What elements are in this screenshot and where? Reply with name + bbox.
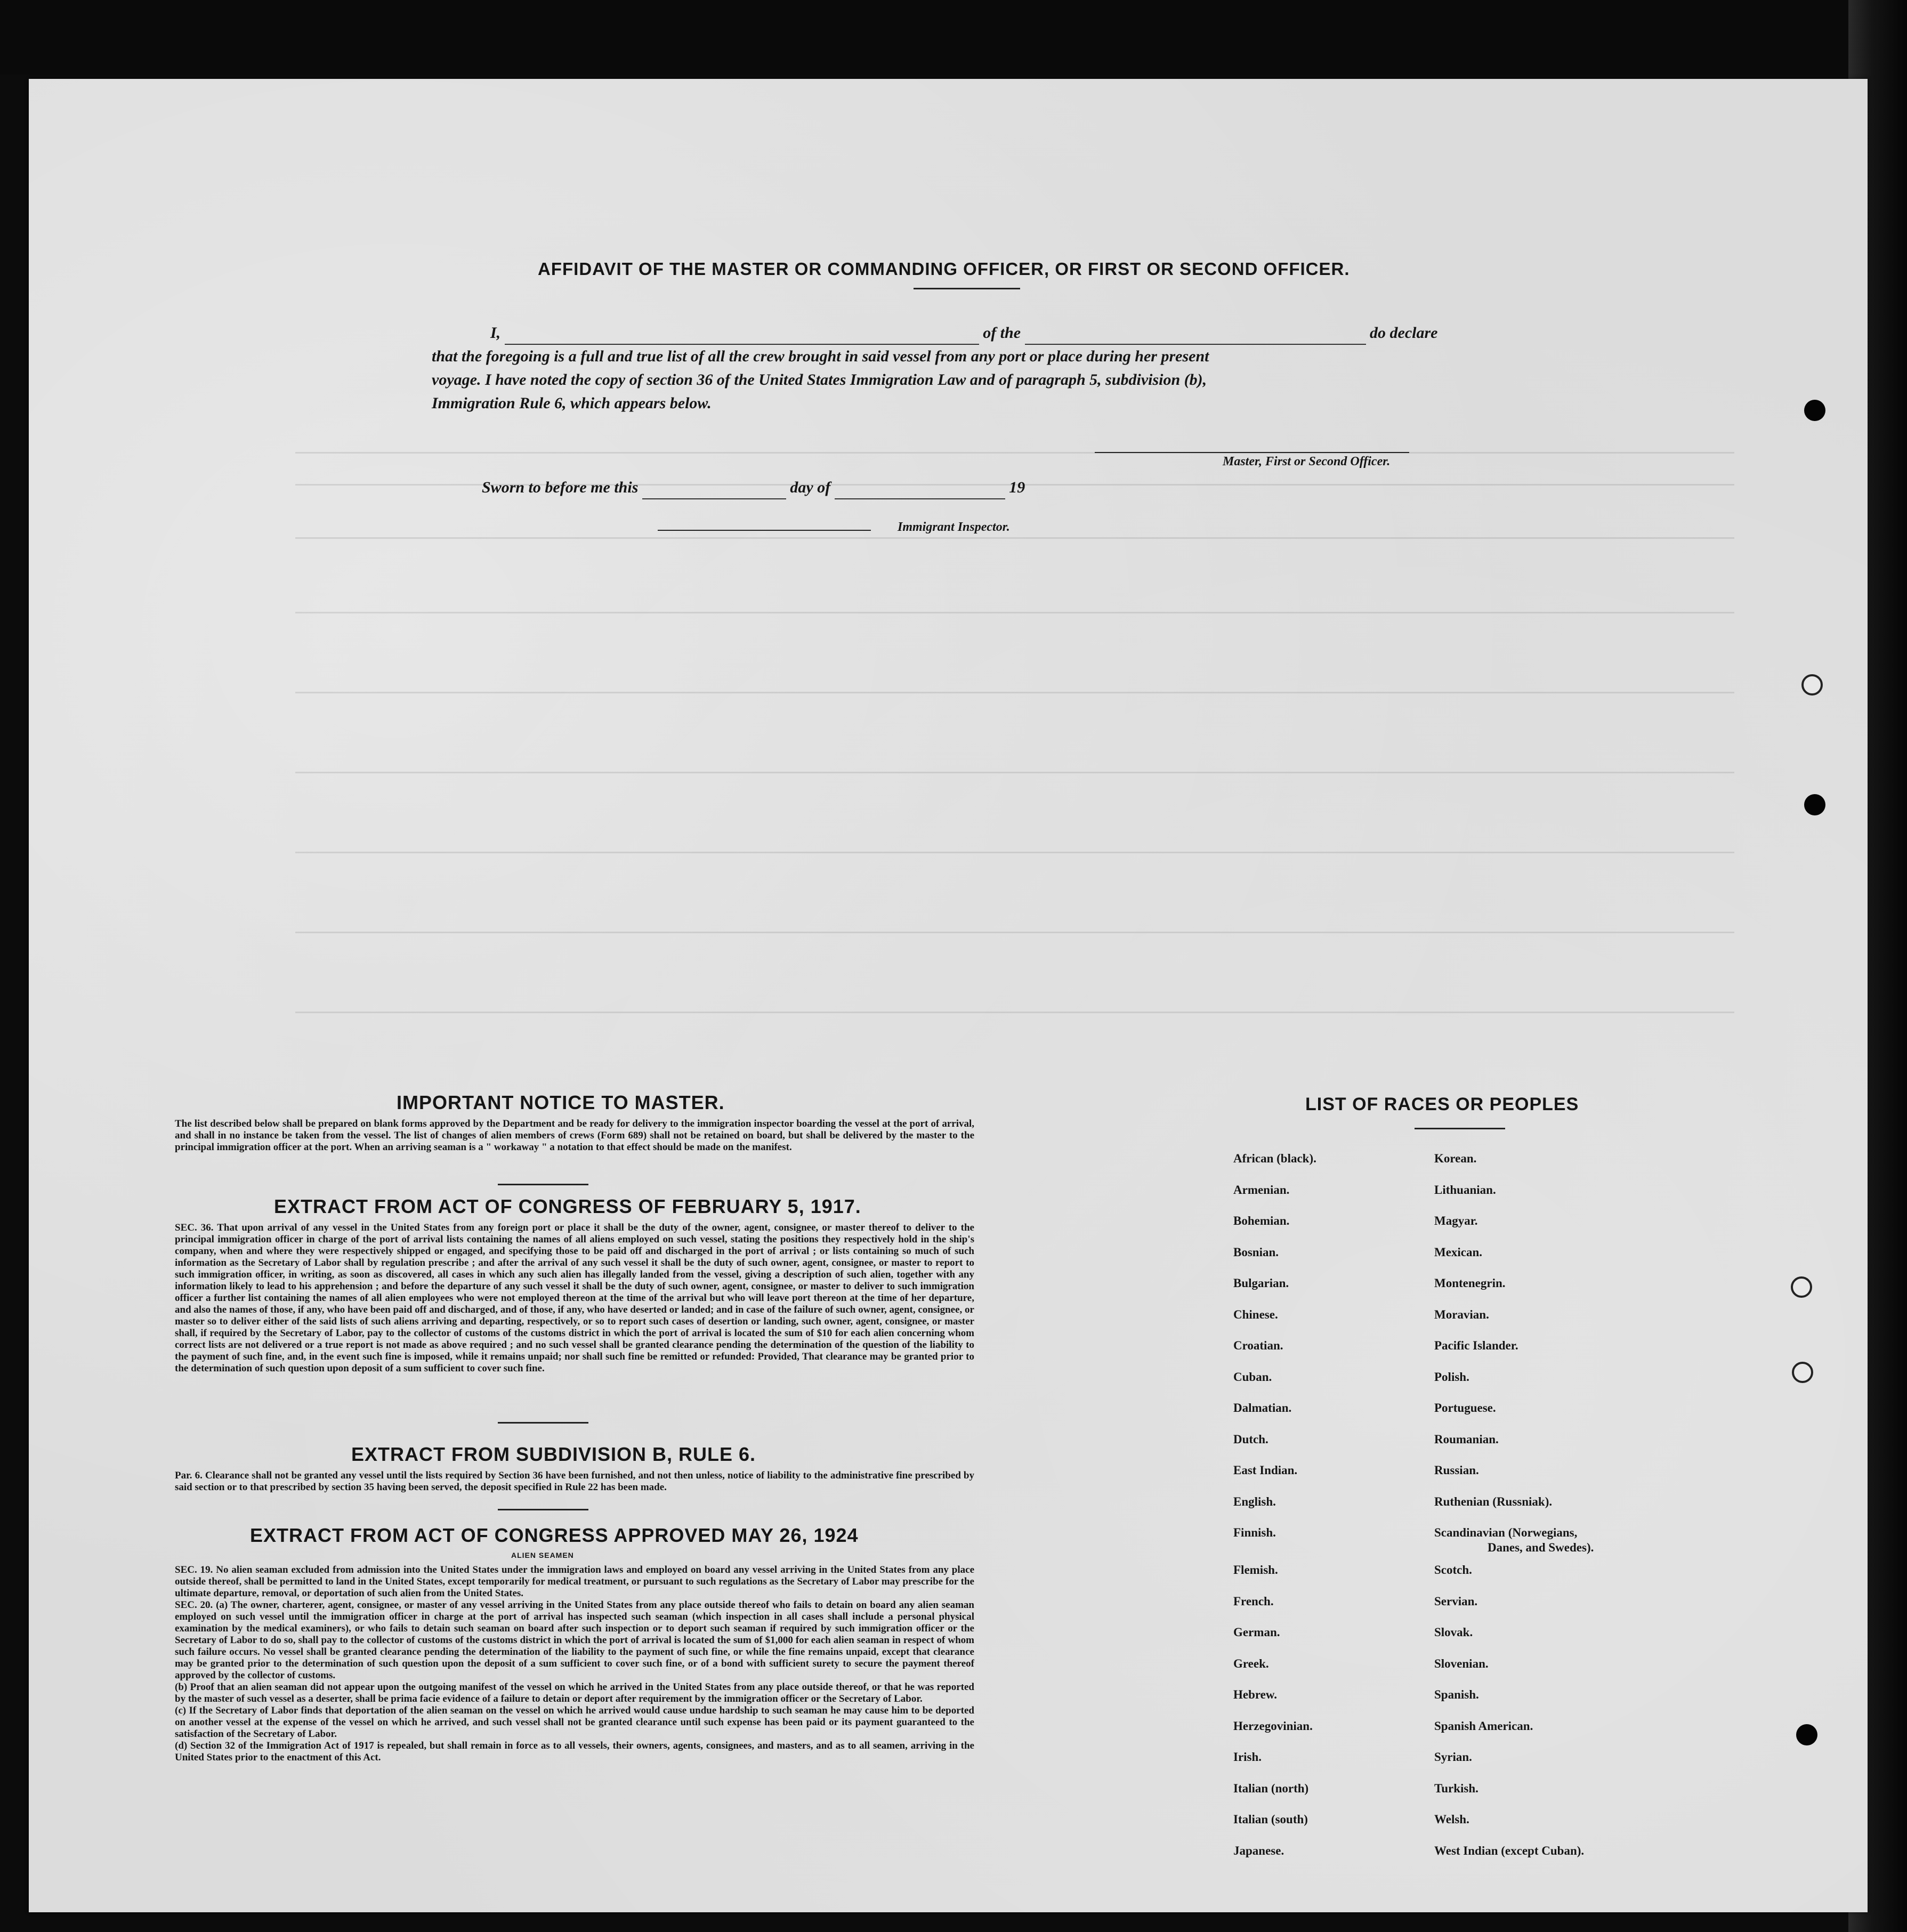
race-item bbox=[1434, 1307, 1594, 1339]
race-label: Hebrew. bbox=[1233, 1688, 1277, 1701]
race-item bbox=[1233, 1656, 1316, 1688]
affidavit-line-1 bbox=[432, 321, 1503, 345]
race-label: Servian. bbox=[1434, 1594, 1478, 1608]
race-item bbox=[1434, 1525, 1594, 1563]
act1924-title: EXTRACT FROM ACT OF CONGRESS APPROVED MAY 26, 1924 bbox=[250, 1524, 859, 1546]
races-rule bbox=[1415, 1128, 1505, 1129]
race-item bbox=[1434, 1719, 1594, 1750]
act1924-subtitle: ALIEN SEAMEN bbox=[511, 1551, 574, 1559]
affidavit-body bbox=[432, 321, 1503, 415]
race-item bbox=[1233, 1719, 1316, 1750]
affidavit-line-3: voyage. I have noted the copy of section 36 of the United States Immigration Law and of paragraph 5, subdivision (b), bbox=[432, 371, 1207, 389]
sworn-line bbox=[482, 476, 1025, 499]
punch-hole bbox=[1804, 400, 1825, 421]
race-item bbox=[1434, 1781, 1594, 1813]
punch-hole bbox=[1796, 1724, 1817, 1745]
race-item bbox=[1233, 1432, 1316, 1464]
affidavit-of-the: of the bbox=[983, 324, 1021, 342]
race-label: Portuguese. bbox=[1434, 1401, 1496, 1414]
race-label: Welsh. bbox=[1434, 1813, 1469, 1826]
inspector-signature-line[interactable] bbox=[658, 530, 871, 531]
race-label: Slovenian. bbox=[1434, 1656, 1489, 1670]
race-item bbox=[1233, 1750, 1316, 1781]
punch-hole bbox=[1792, 1362, 1813, 1383]
race-item bbox=[1233, 1463, 1316, 1494]
sworn-day-of: day of bbox=[790, 479, 831, 496]
act1917-rule bbox=[498, 1422, 588, 1424]
race-item bbox=[1434, 1844, 1594, 1875]
race-item bbox=[1233, 1370, 1316, 1401]
race-item bbox=[1233, 1401, 1316, 1432]
race-item bbox=[1233, 1563, 1316, 1594]
race-label: Herzegovinian. bbox=[1233, 1719, 1313, 1733]
affidavit-title: AFFIDAVIT OF THE MASTER OR COMMANDING OFFICER, OR FIRST OR SECOND OFFICER. bbox=[538, 259, 1350, 279]
act1924-sec20b: (b) Proof that an alien seaman did not appear upon the outgoing manifest of the vessel on which he arrived in the United States from any place outside thereof, or that he was reported by the master of such vessel as a deserter, shall be prima facie evidence of a failure to detain or deport after requirement by the immigration officer or the Secretary of Labor. bbox=[175, 1682, 974, 1704]
race-item bbox=[1434, 1563, 1594, 1594]
rule6-rule bbox=[498, 1509, 588, 1510]
race-item bbox=[1233, 1338, 1316, 1370]
race-label: Polish. bbox=[1434, 1370, 1469, 1384]
race-label: Syrian. bbox=[1434, 1750, 1472, 1764]
race-label: Italian (north) bbox=[1233, 1781, 1309, 1795]
race-label: Turkish. bbox=[1434, 1781, 1478, 1795]
race-label: Dutch. bbox=[1233, 1432, 1268, 1446]
inspector-caption: Immigrant Inspector. bbox=[898, 520, 1010, 534]
race-item bbox=[1233, 1183, 1316, 1214]
race-item bbox=[1233, 1625, 1316, 1656]
race-item bbox=[1434, 1245, 1594, 1276]
race-item bbox=[1434, 1214, 1594, 1245]
act1924-text bbox=[175, 1564, 974, 1764]
race-label: Irish. bbox=[1233, 1750, 1262, 1764]
race-label-continuation: Danes, and Swedes). bbox=[1488, 1541, 1594, 1554]
race-item bbox=[1434, 1276, 1594, 1307]
race-label: Japanese. bbox=[1233, 1844, 1284, 1857]
sworn-text: Sworn to before me this bbox=[482, 479, 639, 496]
race-label: Scotch. bbox=[1434, 1563, 1472, 1577]
race-label: Russian. bbox=[1434, 1464, 1479, 1477]
document-page bbox=[29, 79, 1868, 1912]
race-label: Bosnian. bbox=[1233, 1245, 1279, 1259]
race-item bbox=[1233, 1276, 1316, 1307]
race-label: Flemish. bbox=[1233, 1563, 1278, 1577]
race-item bbox=[1233, 1214, 1316, 1245]
race-label: Croatian. bbox=[1233, 1339, 1283, 1352]
races-title: LIST OF RACES OR PEOPLES bbox=[1305, 1094, 1579, 1114]
race-label: French. bbox=[1233, 1594, 1274, 1608]
race-label: Dalmatian. bbox=[1233, 1401, 1292, 1414]
notice-title: IMPORTANT NOTICE TO MASTER. bbox=[397, 1092, 725, 1113]
race-label: African (black). bbox=[1233, 1152, 1316, 1165]
act1917-text: SEC. 36. That upon arrival of any vessel in the United States from any foreign port or place it shall be the duty of the owner, agent, consignee, or master thereof to deliver to the principal immigration officer in charge of the port of arrival lists containing the names of all aliens employed on such vessel, stating the positions they respectively hold in the ship's company, when and where they were respectively shipped or engaged, and specifying those to be paid off and discharged in the port of arrival ; or lists containing so much of such information as the Secretary of Labor shall by regulation prescribe ; and after the arrival of any such vessel it shall be the duty of such owner, agent, consignee, or master to report to such immigration officer, in writing, as soon as discovered, all cases in which any such alien has illegally landed from the vessel, giving a description of such alien, together with any information likely to lead to his apprehension ; and before the departure of any such vessel it shall be the duty of such owner, agent, consignee, or master to deliver to such immigration officer a further list containing the names of all alien employees who were not employed thereon at the time of the arrival but who will leave port thereon at the time of her departure, and also the names of those, if any, who have been paid off and discharged, and of those, if any, who have deserted or landed; and in case of the failure of such owner, agent, consignee, or master so to deliver either of the said lists of such aliens arriving and departing, respectively, or so to report such cases of desertion or landing, such owner, agent, consignee, or master shall, if required by the Secretary of Labor, pay to the collector of customs of the customs district in which the port of arrival is located the sum of $10 for each alien concerning whom correct lists are not delivered or a true report is not made as above required ; and no such vessel shall be granted clearance pending the determination of the question of the liability to the payment of such fine, and, in the event such fine is imposed, while it remains unpaid; nor shall such fine be remitted or refunded: Provided, That clearance may be granted prior to the determination of such question upon deposit of a sum sufficient to cover such fine. bbox=[175, 1222, 974, 1374]
race-label: Cuban. bbox=[1233, 1370, 1272, 1384]
race-label: Montenegrin. bbox=[1434, 1276, 1506, 1290]
race-label: Magyar. bbox=[1434, 1214, 1478, 1227]
race-label: Scandinavian (Norwegians, bbox=[1434, 1526, 1578, 1539]
affidavit-line-2: that the foregoing is a full and true list of all the crew brought in said vessel from any port or place during her present bbox=[432, 347, 1209, 365]
race-label: Spanish American. bbox=[1434, 1719, 1533, 1733]
rule6-title: EXTRACT FROM SUBDIVISION B, RULE 6. bbox=[351, 1443, 756, 1465]
race-label: Lithuanian. bbox=[1434, 1183, 1496, 1197]
race-item bbox=[1233, 1687, 1316, 1719]
race-item bbox=[1434, 1812, 1594, 1844]
affidavit-declare: do declare bbox=[1370, 324, 1438, 342]
rule6-text: Par. 6. Clearance shall not be granted any vessel until the lists required by Section 36 have been furnished, and not then unless, notice of liability to the administrative fine prescribed by said section or to that prescribed by section 35 having been served, the deposit specified in Rule 22 has been made. bbox=[175, 1470, 974, 1493]
master-caption: Master, First or Second Officer. bbox=[1223, 455, 1391, 468]
affidavit-line-4: Immigration Rule 6, which appears below. bbox=[432, 394, 712, 412]
race-label: Pacific Islander. bbox=[1434, 1339, 1518, 1352]
race-label: Slovak. bbox=[1434, 1626, 1473, 1639]
race-item bbox=[1233, 1525, 1316, 1563]
race-label: Ruthenian (Russniak). bbox=[1434, 1494, 1553, 1508]
race-item bbox=[1434, 1494, 1594, 1526]
race-label: Mexican. bbox=[1434, 1245, 1483, 1259]
race-item bbox=[1434, 1370, 1594, 1401]
race-label: Moravian. bbox=[1434, 1307, 1489, 1321]
race-label: Armenian. bbox=[1233, 1183, 1290, 1197]
sworn-day-blank[interactable] bbox=[642, 498, 786, 499]
act1924-sec19: SEC. 19. No alien seaman excluded from admission into the United States under the immigration laws and employed on board any vessel arriving in the United States from any place outside thereof, shall be permitted to land in the United States, except temporarily for medical treatment, or pursuant to such regulations as the Secretary of Labor may prescribe for the ultimate departure, removal, or deportation of such alien from the United States. bbox=[175, 1564, 974, 1599]
race-item bbox=[1434, 1151, 1594, 1183]
sworn-year: 19 bbox=[1009, 479, 1025, 496]
race-item bbox=[1233, 1812, 1316, 1844]
race-item bbox=[1434, 1625, 1594, 1656]
scan-border-top bbox=[0, 0, 1907, 75]
race-item bbox=[1434, 1183, 1594, 1214]
race-label: West Indian (except Cuban). bbox=[1434, 1844, 1585, 1857]
act1917-title: EXTRACT FROM ACT OF CONGRESS OF FEBRUARY 5, 1917. bbox=[274, 1195, 861, 1217]
race-item bbox=[1233, 1844, 1316, 1875]
race-label: German. bbox=[1233, 1626, 1280, 1639]
race-item bbox=[1434, 1687, 1594, 1719]
race-label: Roumanian. bbox=[1434, 1432, 1499, 1446]
race-item bbox=[1434, 1594, 1594, 1626]
race-item bbox=[1233, 1307, 1316, 1339]
race-item bbox=[1434, 1463, 1594, 1494]
race-item bbox=[1434, 1656, 1594, 1688]
race-label: Korean. bbox=[1434, 1152, 1477, 1165]
master-signature-line[interactable] bbox=[1095, 452, 1409, 453]
title-rule bbox=[914, 288, 1020, 289]
race-item bbox=[1233, 1781, 1316, 1813]
race-label: English. bbox=[1233, 1494, 1276, 1508]
race-item bbox=[1233, 1245, 1316, 1276]
race-item bbox=[1233, 1494, 1316, 1526]
race-label: Bulgarian. bbox=[1233, 1276, 1289, 1290]
races-right-column bbox=[1434, 1151, 1594, 1874]
race-label: Italian (south) bbox=[1233, 1813, 1308, 1826]
notice-rule bbox=[498, 1184, 588, 1185]
sworn-month-blank[interactable] bbox=[835, 498, 1005, 499]
race-label: Chinese. bbox=[1233, 1307, 1278, 1321]
race-label: Greek. bbox=[1233, 1656, 1269, 1670]
race-label: East Indian. bbox=[1233, 1464, 1298, 1477]
race-item bbox=[1233, 1151, 1316, 1183]
race-label: Bohemian. bbox=[1233, 1214, 1290, 1227]
punch-hole bbox=[1801, 674, 1823, 696]
race-item bbox=[1233, 1594, 1316, 1626]
race-item bbox=[1434, 1432, 1594, 1464]
act1924-sec20d: (d) Section 32 of the Immigration Act of 1917 is repealed, but shall remain in force as to all vessels, their owners, agents, consignees, and masters, and as to all seamen, arriving in the United States prior to the enactment of this Act. bbox=[175, 1740, 974, 1763]
races-left-column bbox=[1233, 1151, 1316, 1874]
race-label: Finnish. bbox=[1233, 1526, 1276, 1539]
punch-hole bbox=[1804, 794, 1825, 815]
notice-text: The list described below shall be prepared on blank forms approved by the Department and be ready for delivery to the immigration inspector boarding the vessel at the port of arrival, and shall in no instance be taken from the vessel. The list of changes of alien members of crews (Form 689) shall not be retained on board, but shall be delivered by the master to the principal immigration officer at the port. When an arriving seaman is a " workaway " a notation to that effect should be made on the manifest. bbox=[175, 1118, 974, 1153]
race-label: Spanish. bbox=[1434, 1688, 1479, 1701]
act1924-sec20a: SEC. 20. (a) The owner, charterer, agent, consignee, or master of any vessel arriving in the United States from any place outside thereof who fails to detain on board any alien seaman employed on such vessel until the immigration officer in charge at the port of arrival has inspected such seaman (which inspection in all cases shall include a personal physical examination by the medical examiners), or who fails to detain such seaman on board after such inspection or to deport such seaman if required by such immigration officer or the Secretary of Labor to do so, shall pay to the collector of customs of the customs district in which the port of arrival is located the sum of $1,000 for each alien seaman in respect of whom such failure occurs. No vessel shall be granted clearance pending the determination of the liability to the payment of such fine, or while the fine remains unpaid, except that clearance may be granted prior to the determination of such question upon the deposit of a sum sufficient to cover such fine, or of a bond with sufficient surety to secure the payment thereof approved by the collector of customs. bbox=[175, 1599, 974, 1681]
race-item bbox=[1434, 1401, 1594, 1432]
race-item bbox=[1434, 1750, 1594, 1781]
race-item bbox=[1434, 1338, 1594, 1370]
punch-hole bbox=[1791, 1276, 1812, 1298]
affidavit-i: I, bbox=[490, 324, 501, 342]
act1924-sec20c: (c) If the Secretary of Labor finds that deportation of the alien seaman on the vessel on which he arrived would cause undue hardship to such seaman he may cause him to be deported on another vessel at the expense of the vessel on which he arrived, and such vessel shall not be granted clearance until such expense has been paid or its payment guaranteed to the satisfaction of the Secretary of Labor. bbox=[175, 1705, 974, 1740]
